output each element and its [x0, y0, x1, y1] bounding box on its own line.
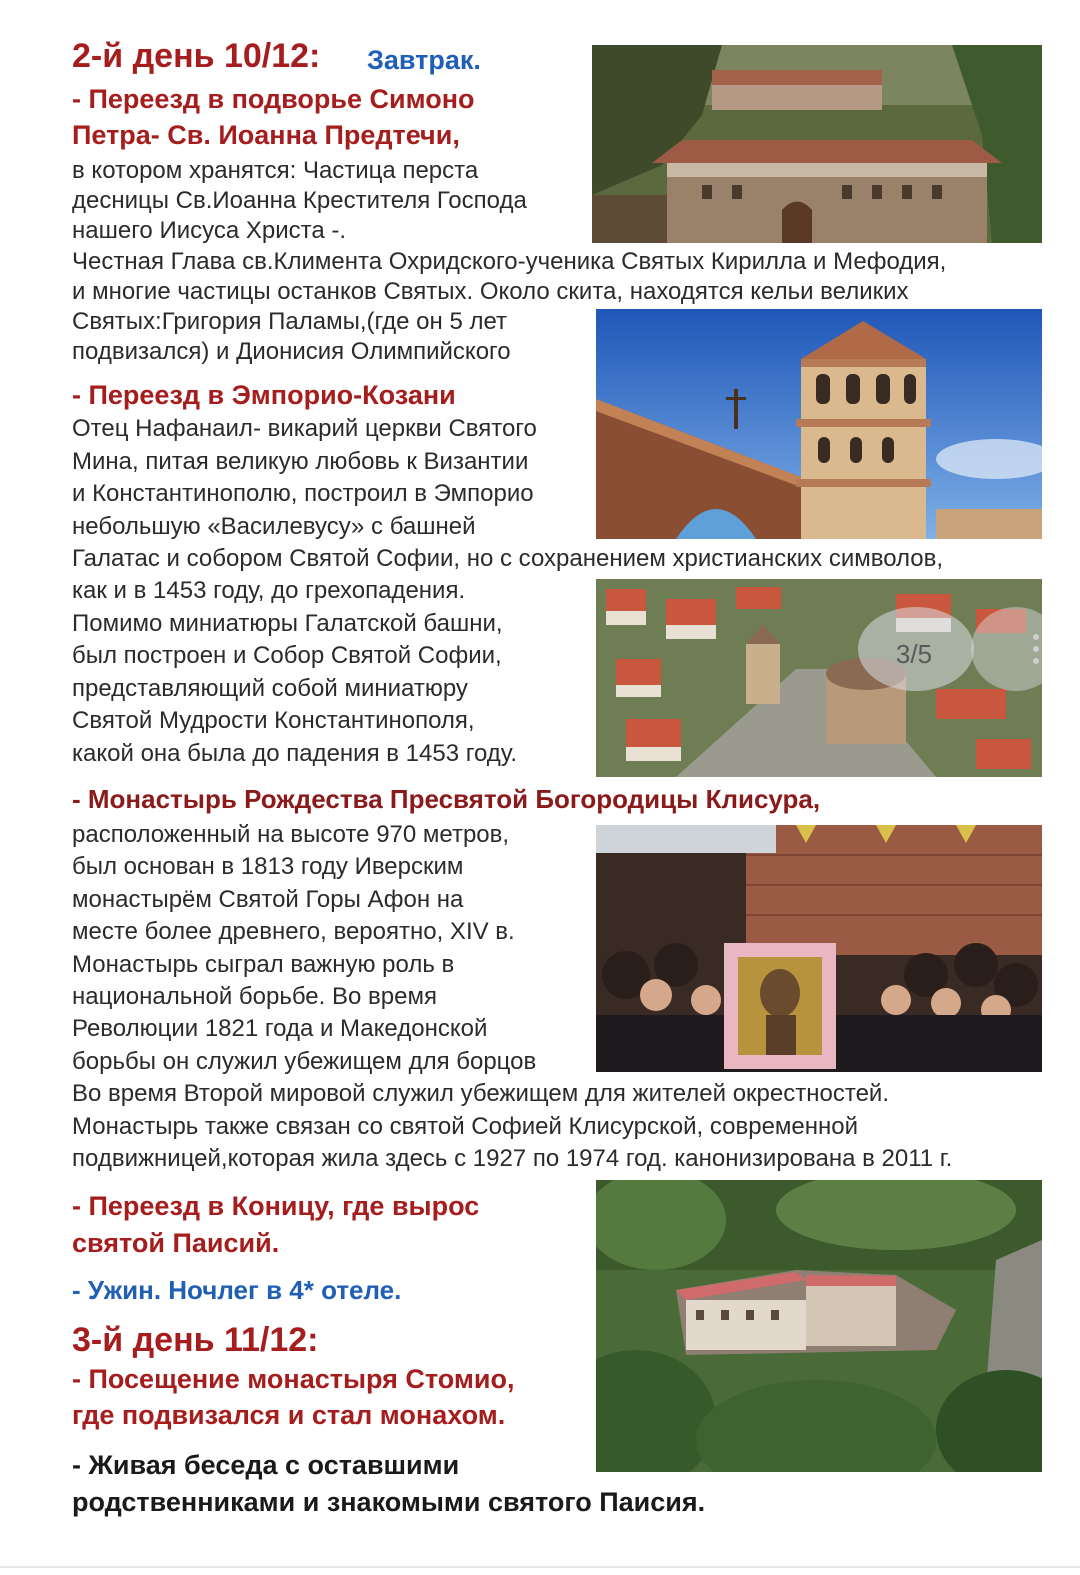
desc3-line: Монастырь также связан со святой Софией Клисурской, современной [72, 1113, 859, 1140]
breakfast-label: Завтрак. [367, 45, 481, 75]
desc3-line: национальной борьбе. Во время [72, 983, 437, 1010]
desc2-line: представляющий собой миниатюру [72, 675, 468, 702]
transfer4-line1: - Переезд в Коницу, где вырос [72, 1191, 480, 1221]
desc2-line: небольшую «Василевусу» с башней [72, 513, 476, 540]
desc1-line: десницы Св.Иоанна Крестителя Господа [72, 187, 527, 214]
desc3-line: месте более древнего, вероятно, XIV в. [72, 918, 515, 945]
desc2-line: Мина, питая великую любовь к Византии [72, 448, 529, 475]
monastery-photo [592, 45, 1042, 243]
photo-badge: 3/5 [895, 639, 933, 669]
desc3-line: борьбы он служил убежищем для борцов [72, 1048, 537, 1075]
desc3-line: Революции 1821 года и Македонской [72, 1015, 488, 1042]
desc3-line: был основан в 1813 году Иверским [72, 853, 464, 880]
transfer1-line1: - Переезд в подворье Симоно [72, 84, 475, 114]
desc3-line: расположенный на высоте 970 метров, [72, 821, 510, 848]
desc3-line: Во время Второй мировой служил убежищем для жителей окрестностей. [72, 1080, 889, 1107]
desc1-line: Честная Глава св.Климента Охридского-ученика Святых Кирилла и Мефодия, [72, 248, 947, 275]
desc2-line: Отец Нафанаил- викарий церкви Святого [72, 415, 537, 442]
desc2-line: Помимо миниатюры Галатской башни, [72, 610, 503, 637]
visit-line2: где подвизался и стал монахом. [72, 1400, 506, 1430]
stomio-monastery-photo [596, 1180, 1042, 1472]
desc3-line: Монастырь сыграл важную роль в [72, 951, 455, 978]
desc1-line: нашего Иисуса Христа -. [72, 217, 347, 244]
aerial-village-photo [596, 579, 1042, 777]
icon-procession-photo [596, 825, 1042, 1072]
desc2-line: и Константинополю, построил в Эмпорио [72, 480, 534, 507]
visit-line1: - Посещение монастыря Стомио, [72, 1364, 515, 1394]
transfer3-heading: - Монастырь Рождества Пресвятой Богородицы Клисура, [72, 784, 821, 814]
transfer2-heading: - Переезд в Эмпорио-Козани [72, 380, 456, 410]
desc1-line: Святых:Григория Паламы,(где он 5 лет [72, 308, 507, 335]
page-bottom-divider [0, 1566, 1080, 1568]
desc1-line: подвизался) и Дионисия Олимпийского [72, 338, 511, 365]
day2-heading: 2-й день 10/12: [72, 37, 321, 75]
desc3-line: подвижницей,которая жила здесь с 1927 по 1974 год. канонизирована в 2011 г. [72, 1145, 953, 1172]
talk-line1: - Живая беседа с оставшими [72, 1450, 460, 1480]
desc1-line: в котором хранятся: Частица перста [72, 157, 479, 184]
transfer4-line2: святой Паисий. [72, 1228, 280, 1258]
desc2-line: какой она была до падения в 1453 году. [72, 740, 518, 767]
tower-photo [596, 309, 1042, 539]
desc2-line: как и в 1453 году, до грехопадения. [72, 577, 466, 604]
talk-line2: родственниками и знакомыми святого Паисия. [72, 1487, 706, 1517]
desc2-line: был построен и Собор Святой Софии, [72, 642, 502, 669]
desc2-line: Святой Мудрости Константинополя, [72, 707, 475, 734]
day3-heading: 3-й день 11/12: [72, 1321, 319, 1359]
dinner-line: - Ужин. Ночлег в 4* отеле. [72, 1275, 402, 1305]
desc1-line: и многие частицы останков Святых. Около скита, находятся кельи великих [72, 278, 909, 305]
desc2-line: Галатас и собором Святой Софии, но с сохранением христианских символов, [72, 545, 944, 572]
transfer1-line2: Петра- Св. Иоанна Предтечи, [72, 120, 460, 150]
desc3-line: монастырём Святой Горы Афон на [72, 886, 464, 913]
